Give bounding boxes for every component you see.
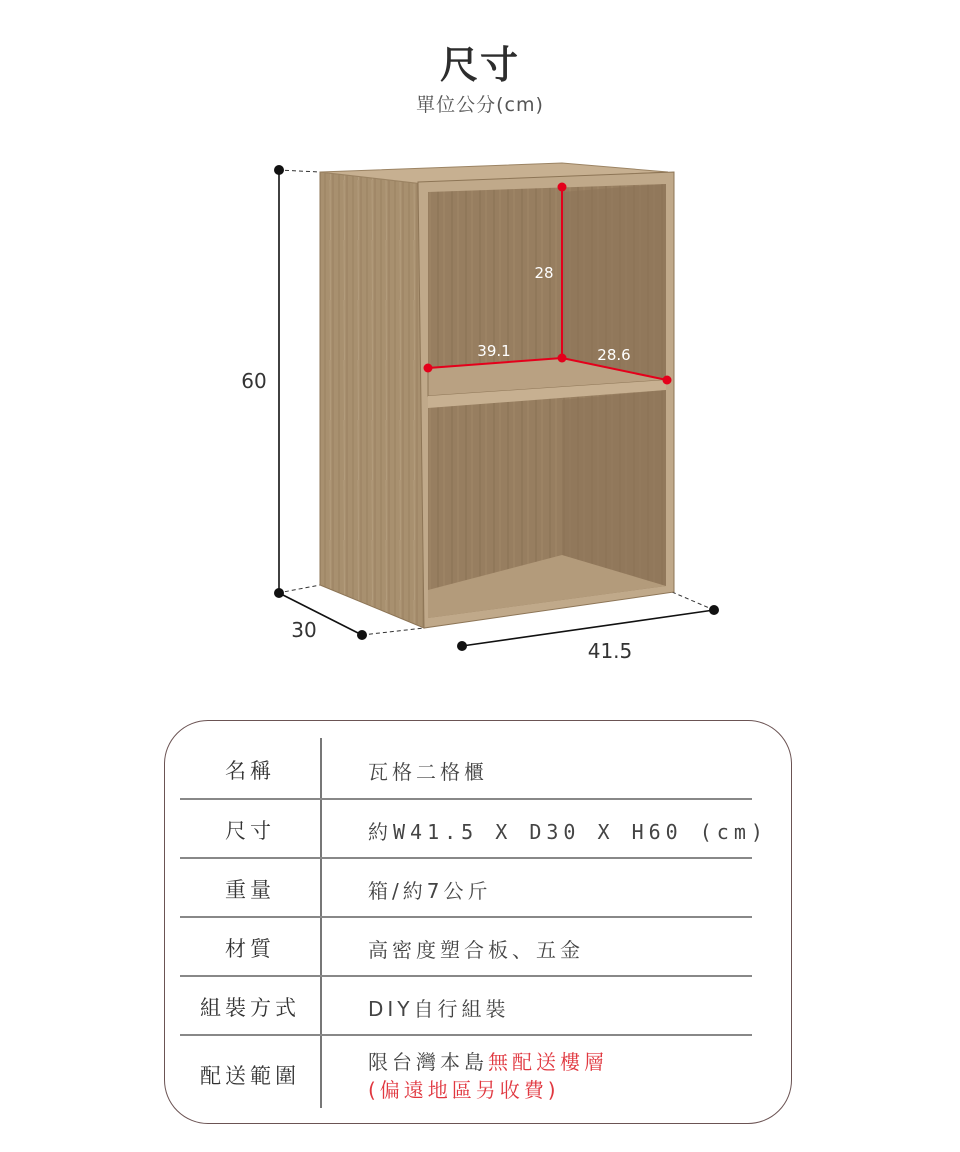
unit-subtitle: 單位公分(cm)	[416, 94, 544, 116]
table-column-divider	[320, 738, 322, 1108]
cabinet-dimension-diagram	[0, 140, 960, 680]
delivery-no-floor: 無配送樓層	[488, 1050, 608, 1074]
spec-value-assembly: DIY自行組裝	[368, 997, 510, 1021]
spec-label-size: 尺寸	[225, 819, 275, 843]
inner-height-label: 28	[534, 264, 554, 282]
spec-value-weight: 箱/約7公斤	[368, 879, 492, 903]
row-divider	[180, 857, 752, 859]
spec-label-delivery: 配送範圍	[200, 1064, 300, 1088]
page-title: 尺寸	[439, 43, 520, 87]
height-label: 60	[241, 369, 267, 393]
width-label: 41.5	[587, 639, 633, 663]
delivery-area: 限台灣本島	[368, 1050, 488, 1074]
cabinet-side-panel	[320, 172, 424, 628]
spec-label-material: 材質	[225, 937, 275, 961]
row-divider	[180, 798, 752, 800]
spec-label-assembly: 組裝方式	[200, 996, 300, 1020]
row-divider	[180, 975, 752, 977]
delivery-remote-note: (偏遠地區另收費)	[368, 1078, 560, 1102]
spec-value-size: 約W41.5 X D30 X H60 (cm)	[368, 820, 768, 844]
spec-label-weight: 重量	[225, 878, 275, 902]
spec-label-name: 名稱	[225, 759, 275, 783]
inner-width-label: 39.1	[477, 342, 511, 360]
row-divider	[180, 916, 752, 918]
depth-label: 30	[291, 618, 317, 642]
row-divider	[180, 1034, 752, 1036]
spec-value-delivery	[368, 1046, 608, 1075]
inner-depth-label: 28.6	[597, 346, 631, 364]
spec-value-material: 高密度塑合板、五金	[368, 938, 584, 962]
spec-value-name: 瓦格二格櫃	[368, 760, 488, 784]
